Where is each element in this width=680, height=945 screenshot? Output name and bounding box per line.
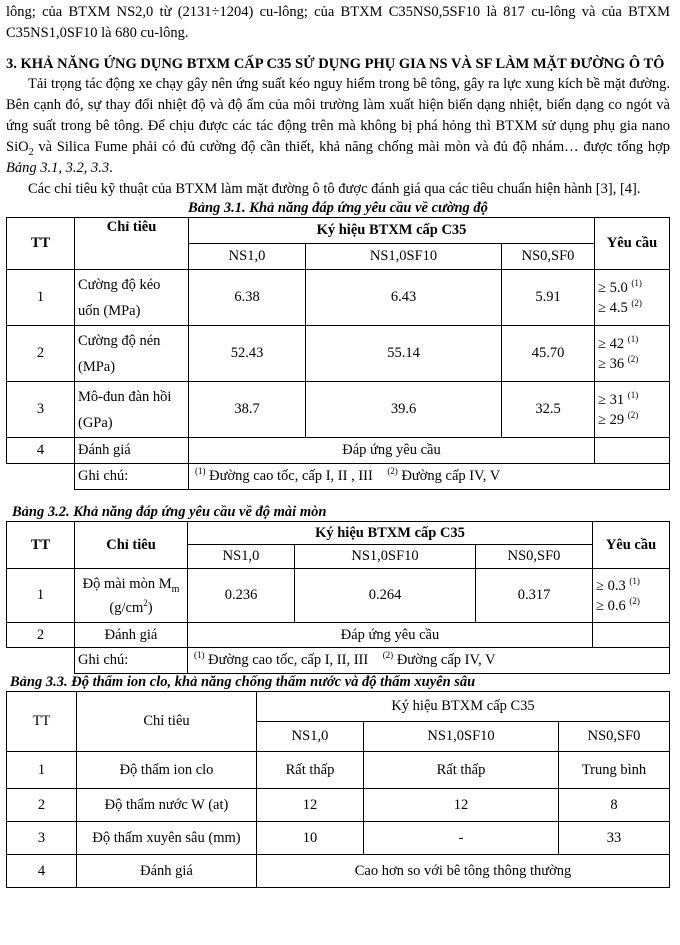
- cell-value: 52.43: [189, 326, 306, 382]
- table-1: [6, 217, 670, 490]
- section-paragraph-2: Các chỉ tiêu kỹ thuật của BTXM làm mặt đường ô tô được đánh giá qua các tiêu chuẩn hiện hành [3], [4].: [28, 181, 641, 197]
- note-text: [189, 464, 670, 490]
- superscript: 2: [143, 597, 148, 608]
- header-yeu-cau: Yêu cầu: [595, 218, 670, 270]
- table-row: [7, 569, 670, 623]
- table-row: [7, 270, 670, 326]
- header-ky-hieu: Ký hiệu BTXM cấp C35: [188, 522, 593, 545]
- cell-value: 8: [559, 789, 670, 822]
- evaluation-value: Đáp ứng yêu cầu: [189, 438, 595, 464]
- note-marker: (2): [382, 650, 394, 661]
- row-number: 3: [7, 382, 75, 438]
- row-name: Độ thẩm nước W (at): [77, 789, 257, 822]
- col-header: NS1,0: [188, 545, 295, 569]
- row-number: 3: [7, 822, 77, 855]
- requirement-cell: [593, 569, 670, 623]
- cell-value: 0.317: [476, 569, 593, 623]
- note-marker: (1): [629, 575, 640, 586]
- cell-value: 38.7: [189, 382, 306, 438]
- row-number: 4: [7, 438, 75, 464]
- intro-paragraph: lông; của BTXM NS2,0 từ (2131÷1204) cu-lông; của BTXM C35NS0,5SF10 là 817 cu-lông và của BTXM C35NS1,0SF10 là 680 cu-lông.: [6, 4, 670, 41]
- header-tt: TT: [7, 218, 75, 270]
- header-tt: TT: [7, 522, 75, 569]
- requirement-1: ≥ 42: [598, 335, 625, 352]
- table-row: [7, 822, 670, 855]
- row-number: 1: [7, 752, 77, 789]
- note-marker: (2): [629, 595, 640, 606]
- col-header: NS0,SF0: [559, 722, 670, 752]
- col-header: NS0,SF0: [476, 545, 593, 569]
- table-reference: Bảng 3.1, 3.2, 3.3: [6, 160, 110, 176]
- row-name-text: Độ mài mòn M: [82, 575, 172, 592]
- empty-cell: [595, 438, 670, 464]
- note-1: Đường cao tốc, cấp I, II , III: [205, 468, 373, 484]
- note-marker: (2): [627, 409, 639, 420]
- row-name: [75, 569, 188, 623]
- header-chi-tieu: Chỉ tiêu: [75, 218, 189, 270]
- header-ky-hieu: Ký hiệu BTXM cấp C35: [257, 692, 670, 722]
- cell-value: 33: [559, 822, 670, 855]
- requirement-cell: [595, 270, 670, 326]
- section-heading: 3. KHẢ NĂNG ỨNG DỤNG BTXM CẤP C35 SỬ DỤNG PHỤ GIA NS VÀ SF LÀM MẶT ĐƯỜNG Ô TÔ: [6, 56, 665, 72]
- table-row: [7, 382, 670, 438]
- cell-value: -: [364, 822, 559, 855]
- cell-value: 45.70: [502, 326, 595, 382]
- cell-value: Trung bình: [559, 752, 670, 789]
- col-header: NS1,0SF10: [364, 722, 559, 752]
- subscript: 2: [28, 146, 34, 158]
- col-header: NS1,0SF10: [306, 244, 502, 270]
- col-header: NS1,0: [189, 244, 306, 270]
- table-2-caption: Bảng 3.2. Khả năng đáp ứng yêu cầu về độ mài mòn: [12, 504, 327, 520]
- cell-value: Rất thấp: [257, 752, 364, 789]
- row-name: Cường độ kéo uốn (MPa): [75, 270, 189, 326]
- row-name: Độ thấm xuyên sâu (mm): [77, 822, 257, 855]
- requirement-2: ≥ 36: [598, 355, 625, 372]
- cell-value: 0.264: [295, 569, 476, 623]
- row-name: Độ thẩm ion clo: [77, 752, 257, 789]
- note-marker: (1): [195, 466, 206, 477]
- row-number: 4: [7, 855, 77, 888]
- row-number: 1: [7, 270, 75, 326]
- note-text: [188, 648, 670, 674]
- note-row: [7, 648, 670, 674]
- document-page: [6, 0, 670, 888]
- table-row: [7, 789, 670, 822]
- empty-cell: [593, 623, 670, 648]
- cell-value: 10: [257, 822, 364, 855]
- note-marker: (1): [627, 333, 639, 344]
- requirement-1: ≥ 5.0: [598, 279, 628, 296]
- header-chi-tieu: Chỉ tiêu: [75, 522, 188, 569]
- requirement-1: ≥ 0.3: [596, 577, 626, 594]
- table-2: [6, 521, 670, 674]
- note-marker: (1): [194, 650, 205, 661]
- table-row: [7, 855, 670, 888]
- note-marker: (2): [627, 353, 639, 364]
- evaluation-value: Đáp ứng yêu cầu: [188, 623, 593, 648]
- evaluation-value: Cao hơn so với bê tông thông thường: [257, 855, 670, 888]
- paragraph-text: Tải trọng tác động xe chạy gây nên ứng suất kéo nguy hiểm trong bê tông, gây ra lực xung kích bề mặt đường. Bên cạnh đó, sự thay đổi nhiệt độ và độ ẩm của môi trường làm xuất hiện biến dạng nhiệt, biến dạng co ngót và ứng suất trong bê tông. Để chịu được các tác động trên mà không bị phá hỏng thì BTXM sử dụng phụ gia nano SiO: [6, 76, 670, 155]
- requirement-2: ≥ 29: [598, 411, 625, 428]
- paragraph-text: .: [109, 160, 113, 176]
- requirement-cell: [595, 382, 670, 438]
- row-number: 1: [7, 569, 75, 623]
- table-row: [7, 752, 670, 789]
- header-chi-tieu: Chỉ tiêu: [77, 692, 257, 752]
- table-3-caption: Bảng 3.3. Độ thẩm ion clo, khả năng chống thấm nước và độ thấm xuyên sâu: [10, 674, 476, 690]
- table-1-caption: Bảng 3.1. Khả năng đáp ứng yêu cầu về cường độ: [188, 200, 488, 216]
- note-marker: (1): [631, 277, 642, 288]
- row-name: Đánh giá: [75, 438, 189, 464]
- row-number: 2: [7, 623, 75, 648]
- requirement-1: ≥ 31: [598, 391, 625, 408]
- empty-cell: [7, 648, 75, 674]
- requirement-2: ≥ 0.6: [596, 597, 626, 614]
- cell-value: 39.6: [306, 382, 502, 438]
- note-1: Đường cao tốc, cấp I, II, III: [204, 652, 369, 668]
- header-tt: TT: [7, 692, 77, 752]
- row-name: Đánh giá: [75, 623, 188, 648]
- cell-value: 6.38: [189, 270, 306, 326]
- cell-value: 5.91: [502, 270, 595, 326]
- note-row: [7, 464, 670, 490]
- section-paragraph-1: [6, 74, 670, 179]
- row-number: 2: [7, 789, 77, 822]
- cell-value: 12: [364, 789, 559, 822]
- note-2: Đường cấp IV, V: [397, 468, 501, 484]
- cell-value: 0.236: [188, 569, 295, 623]
- table-row: [7, 438, 670, 464]
- note-marker: (2): [387, 466, 398, 477]
- col-header: NS0,SF0: [502, 244, 595, 270]
- note-marker: (2): [631, 297, 642, 308]
- empty-cell: [7, 464, 75, 490]
- header-yeu-cau: Yêu cầu: [593, 522, 670, 569]
- row-unit: (g/cm: [109, 599, 144, 616]
- requirement-2: ≥ 4.5: [598, 299, 628, 316]
- requirement-cell: [595, 326, 670, 382]
- row-number: 2: [7, 326, 75, 382]
- col-header: NS1,0: [257, 722, 364, 752]
- subscript: m: [171, 583, 180, 595]
- cell-value: 32.5: [502, 382, 595, 438]
- cell-value: 12: [257, 789, 364, 822]
- col-header: NS1,0SF10: [295, 545, 476, 569]
- row-name: Mô-đun đàn hồi (GPa): [75, 382, 189, 438]
- note-2: Đường cấp IV, V: [393, 652, 496, 668]
- paragraph-text: và Silica Fume phải có đủ cường độ cần thiết, khả năng chống mài mòn và đủ độ nhám… được tổng hợp: [33, 139, 670, 155]
- row-name: Đánh giá: [77, 855, 257, 888]
- row-name: Cường độ nén (MPa): [75, 326, 189, 382]
- table-row: [7, 326, 670, 382]
- table-row: [7, 623, 670, 648]
- table-3: [6, 691, 670, 888]
- note-label: Ghi chú:: [75, 464, 189, 490]
- row-unit-end: ): [147, 599, 153, 616]
- note-marker: (1): [627, 389, 639, 400]
- header-ky-hieu: Ký hiệu BTXM cấp C35: [189, 218, 595, 244]
- cell-value: 55.14: [306, 326, 502, 382]
- note-label: Ghi chú:: [75, 648, 188, 674]
- cell-value: 6.43: [306, 270, 502, 326]
- cell-value: Rất thấp: [364, 752, 559, 789]
